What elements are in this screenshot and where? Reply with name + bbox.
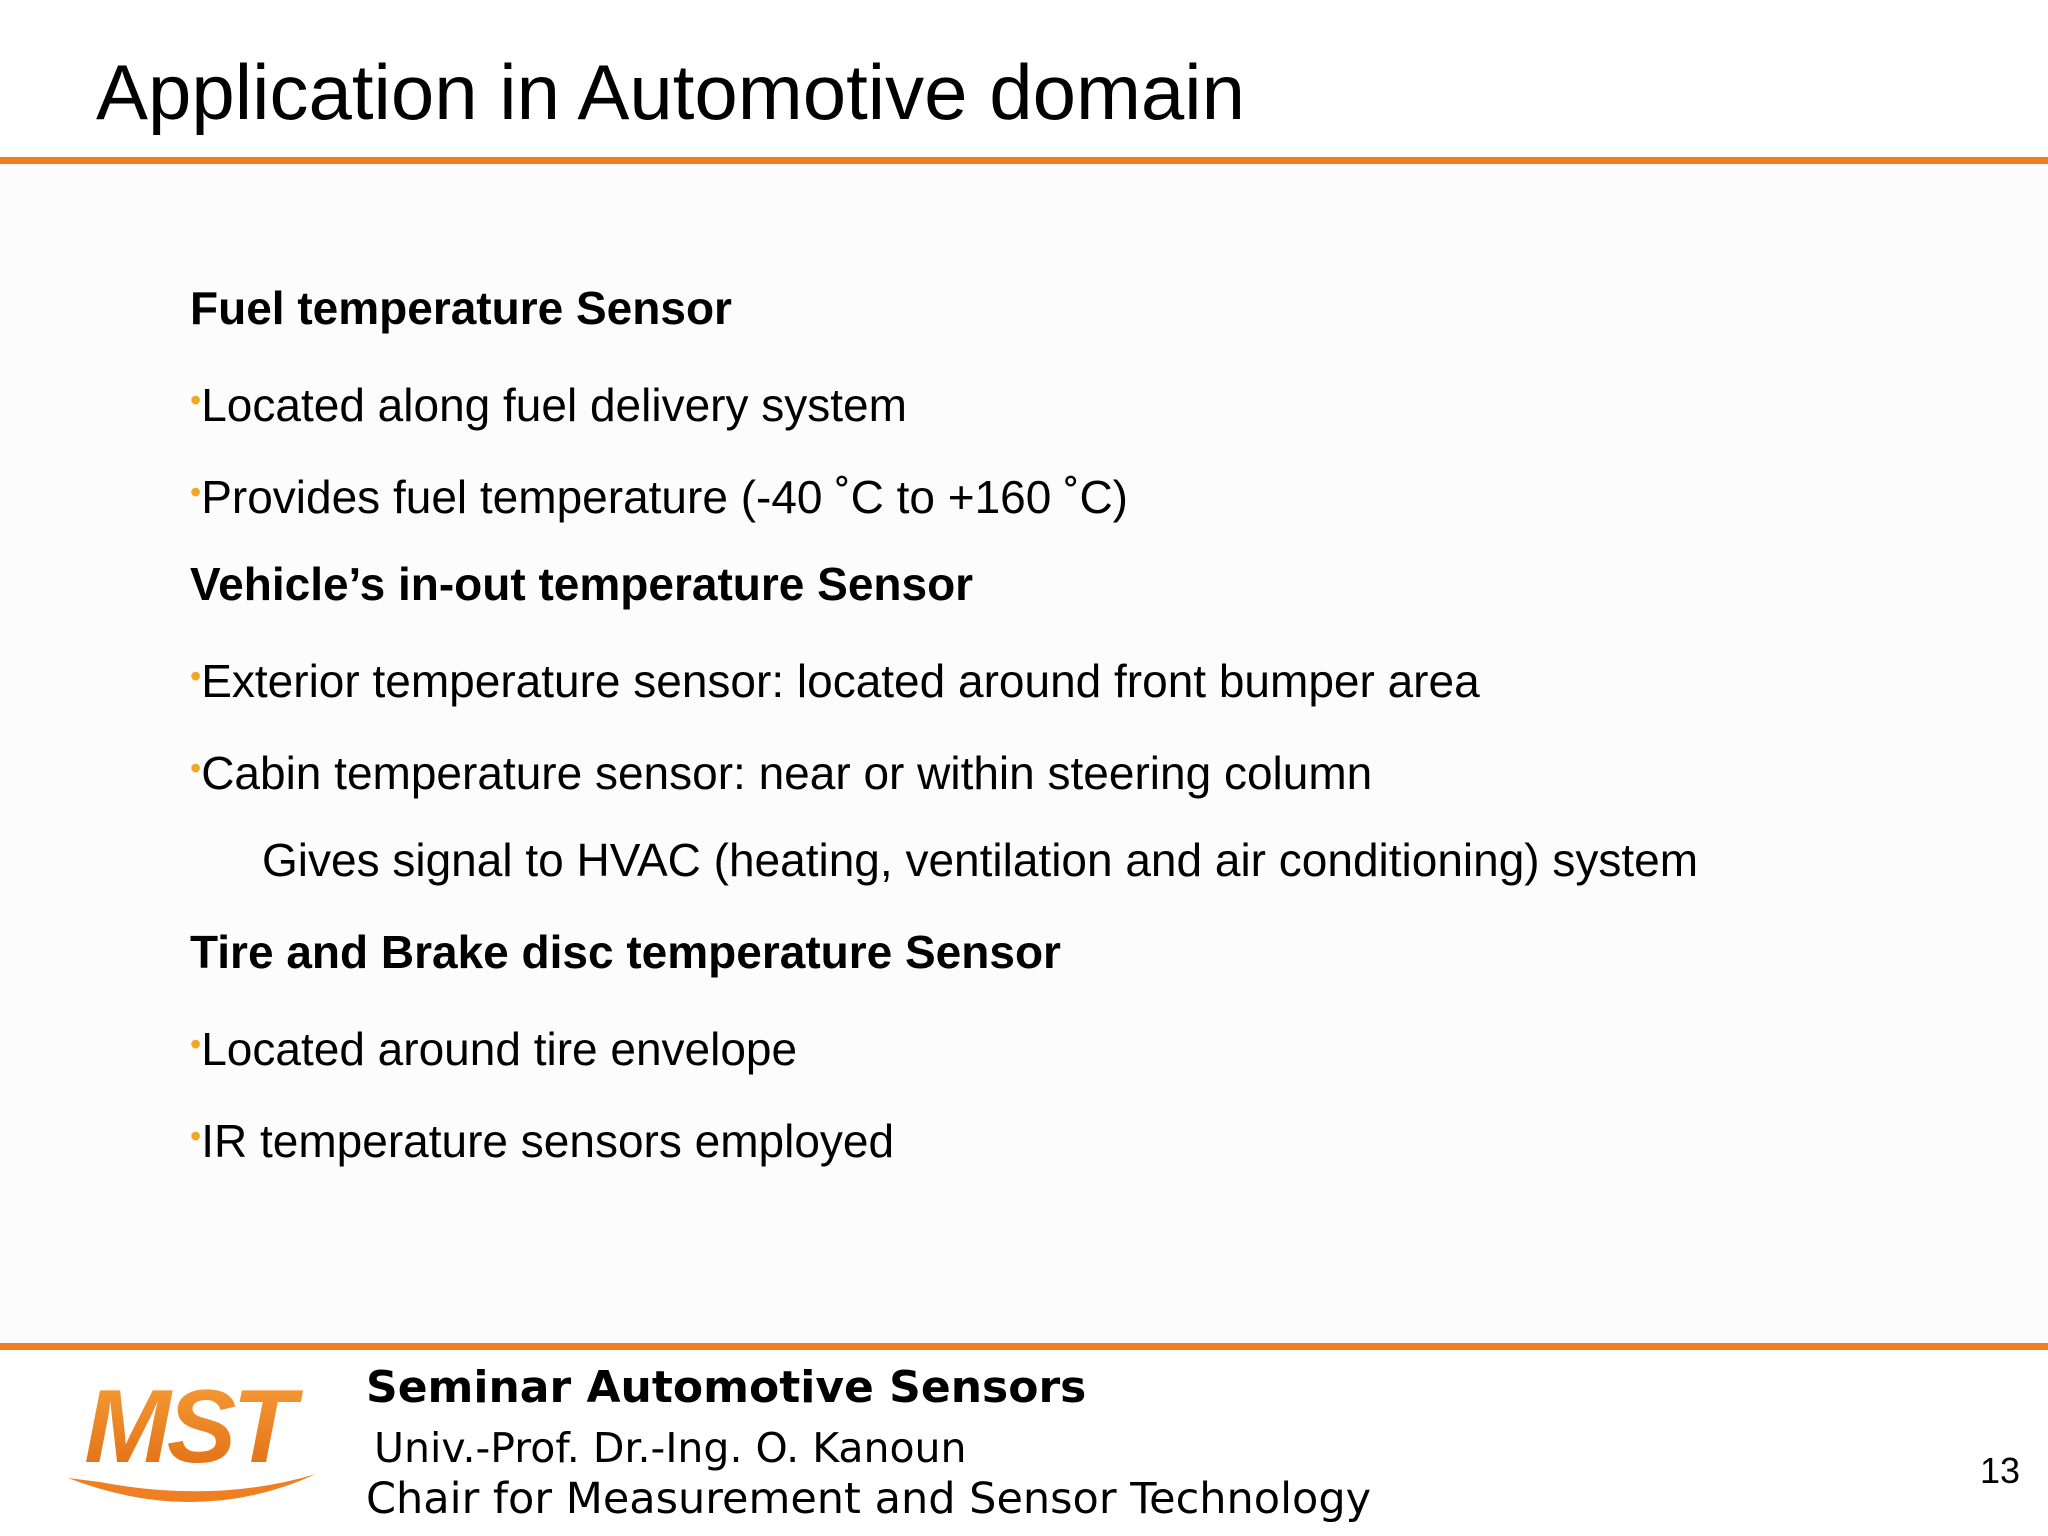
bullet-text: Located along fuel delivery system xyxy=(201,379,907,431)
professor-name: Univ.-Prof. Dr.-Ing. O. Kanoun xyxy=(374,1424,967,1472)
section-heading-fuel: Fuel temperature Sensor xyxy=(190,282,732,334)
mst-logo xyxy=(48,1370,328,1520)
bullet-item xyxy=(190,998,2010,1090)
bullet-text: Exterior temperature sensor: located around front bumper area xyxy=(201,655,1480,707)
bullet-item xyxy=(190,354,2010,446)
chair-name: Chair for Measurement and Sensor Technology xyxy=(366,1474,1372,1524)
slide-title: Application in Automotive domain xyxy=(96,48,1246,136)
title-divider xyxy=(0,157,2048,164)
bullet-text: Cabin temperature sensor: near or within steering column xyxy=(201,747,1373,799)
footer-divider xyxy=(0,1343,2048,1350)
sub-text: Gives signal to HVAC (heating, ventilation and air conditioning) system xyxy=(262,834,1699,886)
bullet-dot: • xyxy=(190,474,202,510)
bullet-text: IR temperature sensors employed xyxy=(201,1115,895,1167)
footer xyxy=(0,1350,2048,1536)
section-heading-tire: Tire and Brake disc temperature Sensor xyxy=(190,926,1061,978)
bullet-text: Provides fuel temperature (-40 ˚C to +160 ˚C) xyxy=(201,471,1128,523)
bullet-dot: • xyxy=(190,1026,202,1062)
page-number: 13 xyxy=(1979,1450,2020,1491)
course-name: Seminar Automotive Sensors xyxy=(366,1362,1087,1413)
slide-content xyxy=(190,262,2010,1182)
bullet-item xyxy=(190,630,2010,722)
bullet-item xyxy=(190,446,2010,538)
bullet-dot: • xyxy=(190,750,202,786)
bullet-dot: • xyxy=(190,658,202,694)
bullet-dot: • xyxy=(190,382,202,418)
bullet-item xyxy=(190,1090,2010,1182)
bullet-text: Located around tire envelope xyxy=(201,1023,798,1075)
section-heading-vehicle: Vehicle’s in-out temperature Sensor xyxy=(190,558,974,610)
bullet-item xyxy=(190,722,2010,814)
logo-text: MST xyxy=(84,1370,292,1485)
bullet-dot: • xyxy=(190,1118,202,1154)
